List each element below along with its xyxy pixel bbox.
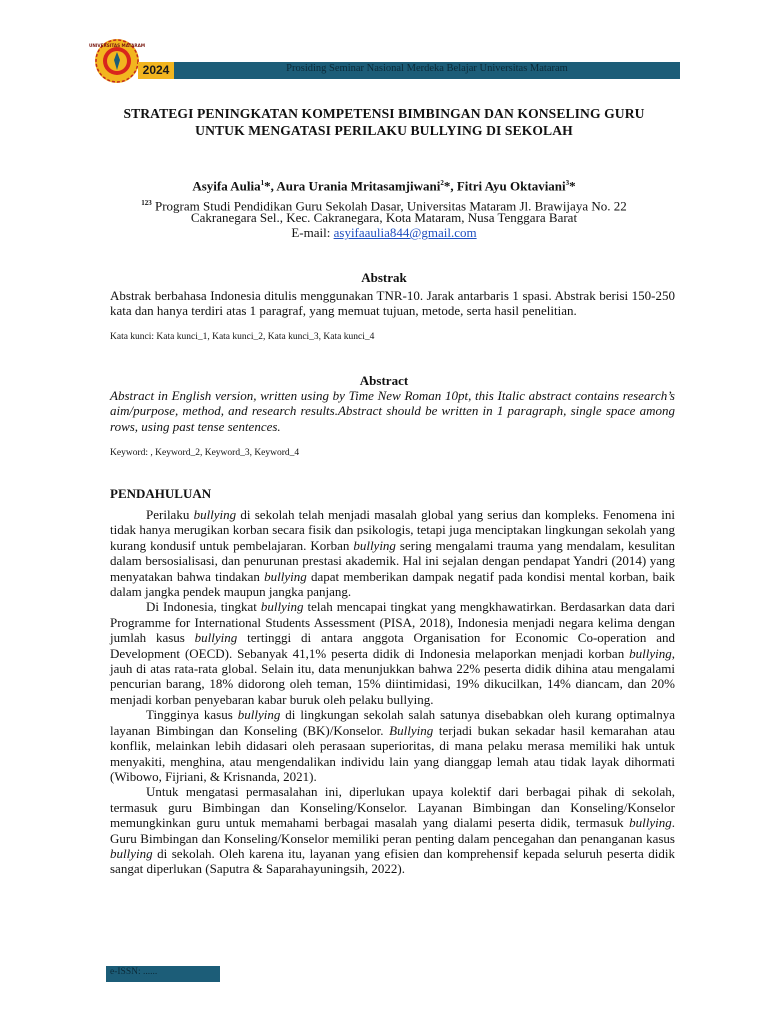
- kata-kunci: Kata kunci: Kata kunci_1, Kata kunci_2, Kata kunci_3, Kata kunci_4: [110, 332, 375, 342]
- author-separator: *,: [264, 178, 277, 194]
- affiliation-mark: 123: [141, 199, 152, 207]
- author-name: Aura Urania Mritasamjiwani: [276, 178, 441, 194]
- author-separator: *,: [443, 178, 457, 194]
- abstract-text: Abstract in English version, written using by Time New Roman 10pt, this Italic abstract contains research’s aim/purpose, method, and research results.Abstract should be written in 1 paragraph, single space among rows, using past tense sentences.: [110, 388, 675, 434]
- text-run: terjadi bukan sekadar hasil kemarahan atau konflik, melainkan lebih didasari oleh perasaan superioritas, di mana pelaku merasa memiliki hak untuk menyakiti, menghina, atau mengendalikan individu lain yang dianggap lemah atau tidak layak dihormati (Wibowo, Fijriani, & Krisnanda, 2021).: [110, 722, 675, 784]
- author-affiliation-mark: 3: [565, 179, 570, 187]
- body-paragraph: [110, 784, 675, 876]
- italic-term: bullying: [193, 507, 237, 522]
- section-body: [110, 507, 675, 877]
- italic-term: bullying: [110, 845, 153, 861]
- author-list: [100, 175, 668, 194]
- text-run: dapat memberikan dampak negatif pada kondisi mental korban, baik dalam jangka pendek maupun jangka panjang.: [110, 568, 675, 600]
- logo-text: UNIVERSITAS MATARAM: [88, 43, 146, 48]
- text-run: telah mencapai tingkat yang mengkhawatirkan. Berdasarkan data dari Programme for International Students Assessment (PISA, 2018), Indonesia menjadi negara kelima dengan jumlah kasus: [110, 599, 675, 646]
- text-run: . Guru Bimbingan dan Konseling/Konselor memiliki peran penting dalam pencegahan dan penanganan kasus: [110, 815, 675, 846]
- abstrak-heading: Abstrak: [361, 270, 407, 285]
- text-run: Perilaku: [146, 507, 194, 522]
- paper-title-line-2: UNTUK MENGATASI PERILAKU BULLYING DI SEKOLAH: [195, 123, 573, 138]
- university-logo-icon: [88, 38, 146, 84]
- text-run: , jauh di atas rata-rata global. Selain itu, data menunjukkan bahwa 22% peserta didik dihina atau mengalami pencurian barang, 18% didorong oleh teman, 15% diintimidasi, 19% dikucilkan, 14% diancam, dan 20% menjadi korban penyebaran kabar buruk oleh pelaku bullying.: [110, 645, 675, 707]
- italic-term: bullying: [629, 645, 672, 661]
- italic-term: Bullying: [389, 722, 434, 738]
- body-paragraph: [110, 707, 675, 784]
- author-affiliation-mark: 2: [440, 179, 444, 187]
- author-affiliation-mark: 1: [260, 179, 265, 187]
- body-paragraph: [110, 507, 675, 599]
- author-name: Asyifa Aulia: [192, 178, 261, 194]
- email-line: [100, 225, 668, 241]
- journal-header-bar: Prosiding Seminar Nasional Merdeka Belajar Universitas Mataram: [174, 62, 680, 79]
- abstract-heading: Abstract: [359, 373, 409, 388]
- text-run: Di Indonesia, tingkat: [146, 599, 261, 615]
- section-heading-pendahuluan: PENDAHULUAN: [110, 486, 212, 501]
- body-paragraph: [110, 599, 675, 707]
- email-label: E-mail:: [291, 225, 334, 240]
- text-run: di sekolah. Oleh karena itu, layanan yang efisien dan komprehensif kepada seluruh peserta didik sangat diperlukan (Saputra & Saparahayuningsih, 2022).: [110, 845, 675, 877]
- italic-term: bullying: [237, 707, 281, 723]
- issn-footer: e-ISSN: ......: [106, 966, 220, 982]
- email-link[interactable]: asyifaaulia844@gmail.com: [333, 225, 477, 240]
- paper-title-line-1: STRATEGI PENINGKATAN KOMPETENSI BIMBINGAN DAN KONSELING GURU: [123, 106, 645, 121]
- author-name: Fitri Ayu Oktaviani: [456, 178, 566, 194]
- year-badge: 2024: [138, 62, 174, 79]
- abstrak-text: Abstrak berbahasa Indonesia ditulis menggunakan TNR-10. Jarak antarbaris 1 spasi. Abstrak berisi 150-250 kata dan hanya terdiri atas 1 paragraf, yang memuat tujuan, metode, serta hasil penelitian.: [110, 288, 675, 319]
- text-run: di sekolah telah menjadi masalah global yang serius dan kompleks. Fenomena ini tidak hanya merugikan korban secara fisik dan psikologis, tetapi juga menciptakan lingkungan sekolah yang kurang kondusif untuk pembelajaran. Korban: [110, 507, 675, 553]
- italic-term: bullying: [260, 599, 304, 615]
- italic-term: bullying: [629, 815, 672, 831]
- text-run: di lingkungan sekolah salah satunya disebabkan oleh kurang optimalnya layanan Bimbingan dan Konseling (BK)/Konselor.: [110, 707, 675, 738]
- affiliation-line-2: Cakranegara Sel., Kec. Cakranegara, Kota Mataram, Nusa Tenggara Barat: [190, 210, 578, 225]
- text-run: Tingginya kasus: [146, 707, 238, 723]
- author-separator: *: [569, 178, 576, 194]
- italic-term: bullying: [264, 568, 307, 584]
- text-run: tertinggi di antara anggota Organisation for Economic Co-operation and Development (OECD). Sebanyak 41,1% peserta didik di Indonesia melaporkan menjadi korban: [110, 630, 675, 661]
- text-run: sering mengalami trauma yang mendalam, kesulitan dalam bersosialisasi, dan penurunan prestasi akademik. Hal ini sejalan dengan pendapat Yandri (2014) yang menyatakan bahwa tindakan: [110, 537, 675, 584]
- italic-term: bullying: [194, 630, 238, 646]
- affiliation-text: Program Studi Pendidikan Guru Sekolah Dasar, Universitas Mataram Jl. Brawijaya No. 22: [151, 198, 627, 214]
- italic-term: bullying: [353, 537, 396, 553]
- text-run: Untuk mengatasi permasalahan ini, diperlukan upaya kolektif dari berbagai pihak di sekolah, termasuk guru Bimbingan dan Konseling/Konselor. Layanan Bimbingan dan Konseling/Konselor memungkinkan guru untuk memahami berbagai masalah yang dialami peserta didik, termasuk: [110, 784, 675, 831]
- keywords: Keyword: , Keyword_2, Keyword_3, Keyword_4: [110, 448, 300, 458]
